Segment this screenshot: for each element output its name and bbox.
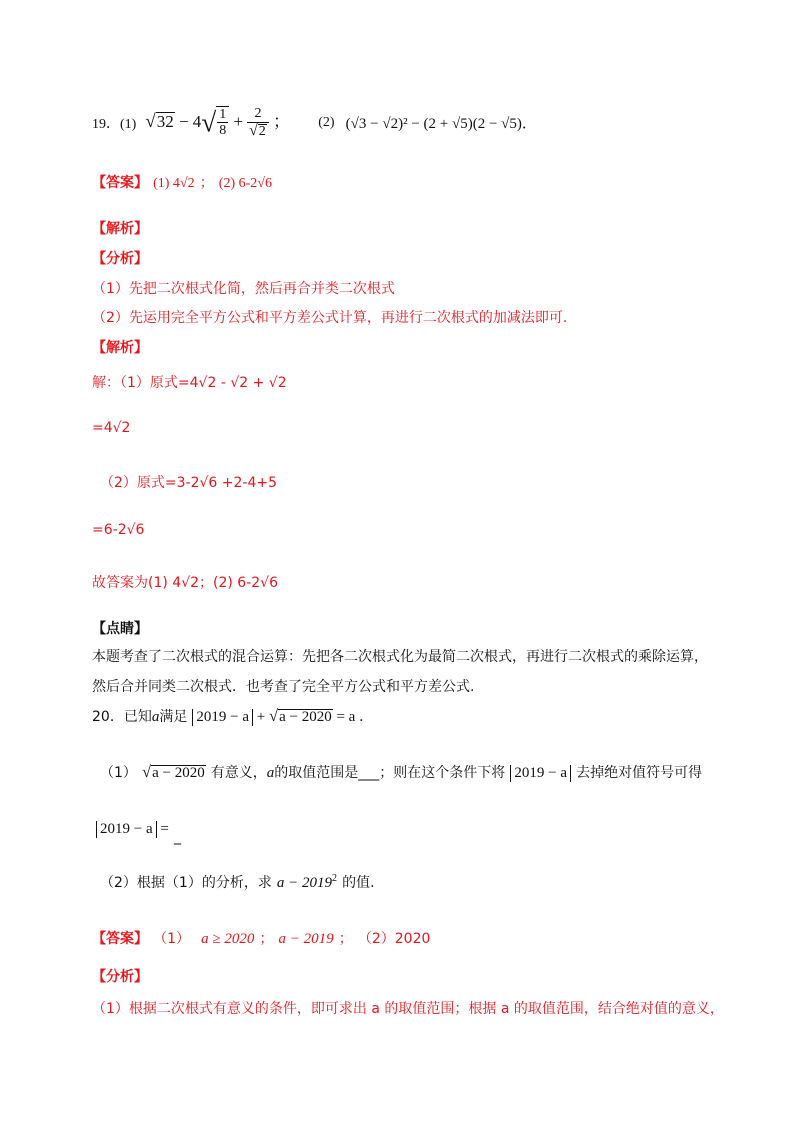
separator: ；: [259, 931, 274, 947]
part-2-text-a: （2）根据（1）的分析，求: [100, 875, 272, 891]
variable-a: a: [266, 765, 275, 781]
separator: ；: [338, 931, 353, 947]
question-20-equation: 2019 − a + √a − 2020 = a: [192, 709, 359, 725]
section-dianjing-head: 【点睛】: [92, 621, 148, 637]
question-20-text: 满足: [159, 709, 188, 725]
question-20-part-2: [100, 872, 375, 892]
absolute-expression-2: 2019 − a =: [96, 821, 169, 837]
solution-line-3: （2）原式=3-2√6 +2-4+5: [100, 475, 278, 491]
solution-line-1: 解：（1）原式=4√2 - √2 + √2: [92, 375, 287, 391]
part-1-label: （1）: [100, 765, 137, 781]
question-number: 19．(1): [92, 116, 137, 132]
part-2-text-b: 的值.: [342, 875, 375, 891]
question-19-stem: [92, 106, 537, 150]
separator: ；: [199, 175, 214, 191]
section-fenxi-head-2: 【分析】: [92, 969, 148, 985]
question-20-stem: [92, 706, 373, 726]
dianjing-line-2: 然后合并同类二次根式．也考查了完全平方公式和平方差公式.: [92, 679, 475, 695]
solution-line-2: =4√2: [92, 420, 131, 436]
section-fenxi-head: 【分析】: [92, 251, 148, 267]
answer-tag: 【答案】: [92, 175, 148, 191]
answer-value-2: a − 2019: [278, 931, 334, 947]
answer-tag: 【答案】: [92, 931, 148, 947]
question-20-part-1-line-2: [96, 818, 181, 845]
radical-expression: √a − 2020: [142, 762, 205, 781]
dianjing-line-1: 本题考查了二次根式的混合运算：先把各二次根式化为最简二次根式，再进行二次根式的乘除运算，: [92, 649, 708, 665]
expression-1: √32 − 4√ $\frac{1}{8}$ + $\frac{2}{√2}$ ；: [145, 106, 290, 139]
answer-value-1: a ≥ 2020: [201, 931, 255, 947]
part-1-text-b: 的取值范围是___；则在这个条件下将: [274, 765, 506, 781]
part-1-text-a: 有意义，: [210, 765, 267, 781]
answer-blank: _: [173, 829, 181, 845]
fenxi-20-line-1: （1）根据二次根式有意义的条件，即可求出 a 的取值范围；根据 a 的取值范围，结合绝对值的意义，: [92, 1001, 724, 1017]
expression-2: (√3 − √2)² − (2 + √5)(2 − √5)．: [345, 116, 537, 133]
absolute-expression: 2019 − a: [510, 765, 571, 781]
part-1-text-c: 去掉绝对值符号可得: [576, 765, 703, 781]
part-2-expression: $a - 2019^2$: [276, 873, 338, 891]
answer-part-2: (2) 6-2√6: [218, 176, 272, 191]
solution-line-4: =6-2√6: [92, 522, 145, 538]
answer-20: [92, 928, 430, 948]
answer-19: [92, 172, 272, 192]
period: ．: [359, 709, 374, 725]
fenxi-19-line-2: （2）先运用完全平方公式和平方差公式计算，再进行二次根式的加减法即可.: [92, 310, 568, 326]
fenxi-19-line-1: （1）先把二次根式化简，然后再合并类二次根式: [92, 281, 395, 297]
answer-part-1: (1) 4√2: [153, 176, 195, 191]
question-20-prefix: 20．已知: [92, 709, 152, 725]
question-20-part-1: [100, 762, 702, 782]
part-2-label: (2): [318, 114, 335, 130]
variable-a: a: [151, 709, 160, 725]
solution-line-5: 故答案为(1) 4√2；(2) 6-2√6: [92, 575, 278, 591]
section-jiexi-head-2: 【解析】: [92, 340, 148, 356]
answer-part-2: （2）2020: [357, 931, 431, 947]
answer-part-1-label: （1）: [153, 931, 191, 947]
section-jiexi-head: 【解析】: [92, 221, 148, 237]
